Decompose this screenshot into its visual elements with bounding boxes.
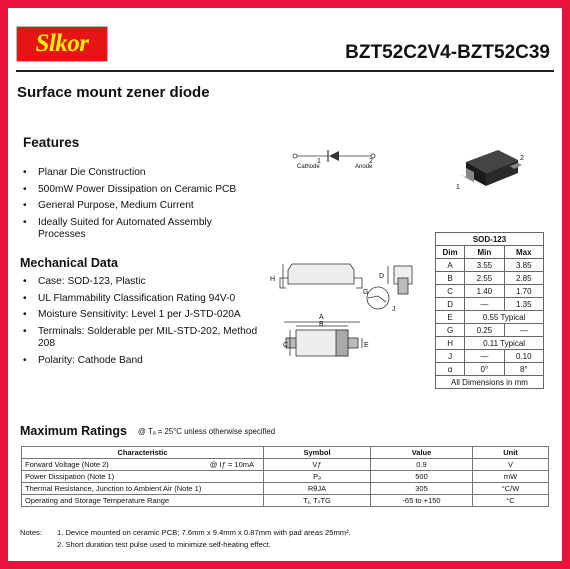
value-col-header: Value <box>371 447 473 459</box>
table-row <box>436 298 544 311</box>
note-1: 1. Device mounted on ceramic PCB; 7.6mm x 9.4mm x 0.87mm with pad areas 25mm². <box>57 528 351 537</box>
diode-symbol-icon <box>291 146 381 166</box>
dim-cell: A <box>436 259 465 272</box>
table-row <box>436 350 544 363</box>
dim-label-b: B <box>319 321 324 328</box>
list-item: • Planar Die Construction <box>21 167 261 180</box>
dim-cell: C <box>436 285 465 298</box>
table-row <box>436 337 544 350</box>
dim-label-h: H <box>270 276 276 283</box>
page-subtitle: Surface mount zener diode <box>17 84 210 101</box>
characteristic-cell <box>22 459 264 471</box>
table-row <box>436 363 544 376</box>
value-cell: 305 <box>371 483 473 495</box>
symbol-cell: RθJA <box>264 483 371 495</box>
list-item: • Ideally Suited for Automated Assembly Processes <box>21 217 261 242</box>
symbol-cell: Vƒ <box>264 459 371 471</box>
features-heading: Features <box>23 135 80 150</box>
brand-logo <box>16 26 108 62</box>
unit-col-header: Unit <box>473 447 549 459</box>
dimension-table-footer: All Dimensions in mm <box>436 376 544 389</box>
dim-cell: α <box>436 363 465 376</box>
max-cell: 8° <box>504 363 543 376</box>
table-row <box>22 495 549 507</box>
max-cell: 1.35 <box>504 298 543 311</box>
mechanical-heading: Mechanical Data <box>20 256 118 270</box>
dimension-table <box>435 232 544 389</box>
min-cell: 2.55 <box>465 272 504 285</box>
dim-col-header: Dim <box>436 246 465 259</box>
max-cell: — <box>504 324 543 337</box>
list-item: • 500mW Power Dissipation on Ceramic PCB <box>21 184 261 197</box>
max-col-header: Max <box>504 246 543 259</box>
header-divider <box>16 70 554 72</box>
dim-label-d: D <box>379 273 385 280</box>
typical-cell: 0.55 Typical <box>465 311 544 324</box>
anode-label: Anode <box>355 164 373 170</box>
logo-text: Slkor <box>35 30 89 57</box>
characteristic-text: Power Dissipation (Note 1) <box>25 472 115 481</box>
dimension-table-caption: SOD-123 <box>436 233 544 246</box>
part-number: BZT52C2V4-BZT52C39 <box>345 42 550 63</box>
symbol-pin-2: 2 <box>369 158 373 165</box>
dim-label-a: A <box>319 314 324 321</box>
table-row <box>436 285 544 298</box>
characteristic-cell <box>22 495 264 507</box>
min-cell: 3.55 <box>465 259 504 272</box>
table-row <box>22 471 549 483</box>
dim-label-j: J <box>392 306 396 313</box>
features-list <box>21 167 261 246</box>
unit-cell: mW <box>473 471 549 483</box>
max-cell: 1.70 <box>504 285 543 298</box>
value-cell: 0.9 <box>371 459 473 471</box>
note-2: 2. Short duration test pulse used to minimize self-heating effect. <box>57 540 271 549</box>
max-ratings-table <box>21 446 549 507</box>
list-item: • Case: SOD-123, Plastic <box>21 276 261 289</box>
dim-label-c: C <box>283 342 289 349</box>
notes-label: Notes: <box>20 528 42 537</box>
unit-cell: V <box>473 459 549 471</box>
symbol-pin-1: 1 <box>317 158 321 165</box>
list-item: • General Purpose, Medium Current <box>21 200 261 213</box>
max-cell: 3.85 <box>504 259 543 272</box>
dim-cell: H <box>436 337 465 350</box>
notes-section <box>20 527 351 551</box>
value-cell: -65 to +150 <box>371 495 473 507</box>
characteristic-col-header: Characteristic <box>22 447 264 459</box>
min-cell: 0.25 <box>465 324 504 337</box>
package-dimension-drawing <box>270 258 430 373</box>
dim-cell: E <box>436 311 465 324</box>
typical-cell: 0.11 Typical <box>465 337 544 350</box>
max-cell: 2.85 <box>504 272 543 285</box>
characteristic-text: Forward Voltage (Note 2) <box>25 460 109 469</box>
characteristic-text: Operating and Storage Temperature Range <box>25 496 170 505</box>
characteristic-text: Thermal Resistance, Junction to Ambient Air (Note 1) <box>25 484 202 493</box>
symbol-cell: Tⱼ, TₛTG <box>264 495 371 507</box>
dim-cell: D <box>436 298 465 311</box>
table-row <box>22 483 549 495</box>
characteristic-cell <box>22 471 264 483</box>
symbol-cell: Pₔ <box>264 471 371 483</box>
package-pin-2: 2 <box>520 155 524 162</box>
min-cell: 1.40 <box>465 285 504 298</box>
table-row <box>436 324 544 337</box>
datasheet-page <box>8 8 562 561</box>
mechanical-list <box>21 276 261 371</box>
dim-cell: G <box>436 324 465 337</box>
min-cell: 0° <box>465 363 504 376</box>
max-ratings-heading: Maximum Ratings <box>20 424 127 438</box>
table-row <box>436 259 544 272</box>
dim-label-e: E <box>364 342 369 349</box>
unit-cell: °C <box>473 495 549 507</box>
table-row <box>436 272 544 285</box>
max-cell: 0.10 <box>504 350 543 363</box>
list-item: • Polarity: Cathode Band <box>21 355 261 368</box>
unit-cell: °C/W <box>473 483 549 495</box>
condition-text: @ Iƒ = 10mA <box>209 460 254 469</box>
dim-cell: B <box>436 272 465 285</box>
min-cell: — <box>465 350 504 363</box>
list-item: • UL Flammability Classification Rating 94V-0 <box>21 293 261 306</box>
package-pin-1: 1 <box>456 184 460 191</box>
cathode-label: Cathode <box>297 164 320 170</box>
dim-label-g: G <box>363 289 369 296</box>
dim-cell: J <box>436 350 465 363</box>
symbol-col-header: Symbol <box>264 447 371 459</box>
list-item: • Terminals: Solderable per MIL-STD-202, Method 208 <box>21 326 261 351</box>
table-row <box>436 311 544 324</box>
min-col-header: Min <box>465 246 504 259</box>
min-cell: — <box>465 298 504 311</box>
list-item: • Moisture Sensitivity: Level 1 per J-STD-020A <box>21 309 261 322</box>
characteristic-cell <box>22 483 264 495</box>
value-cell: 500 <box>371 471 473 483</box>
max-ratings-condition: @ Tₐ = 25°C unless otherwise specified <box>138 427 276 436</box>
table-row <box>22 459 549 471</box>
